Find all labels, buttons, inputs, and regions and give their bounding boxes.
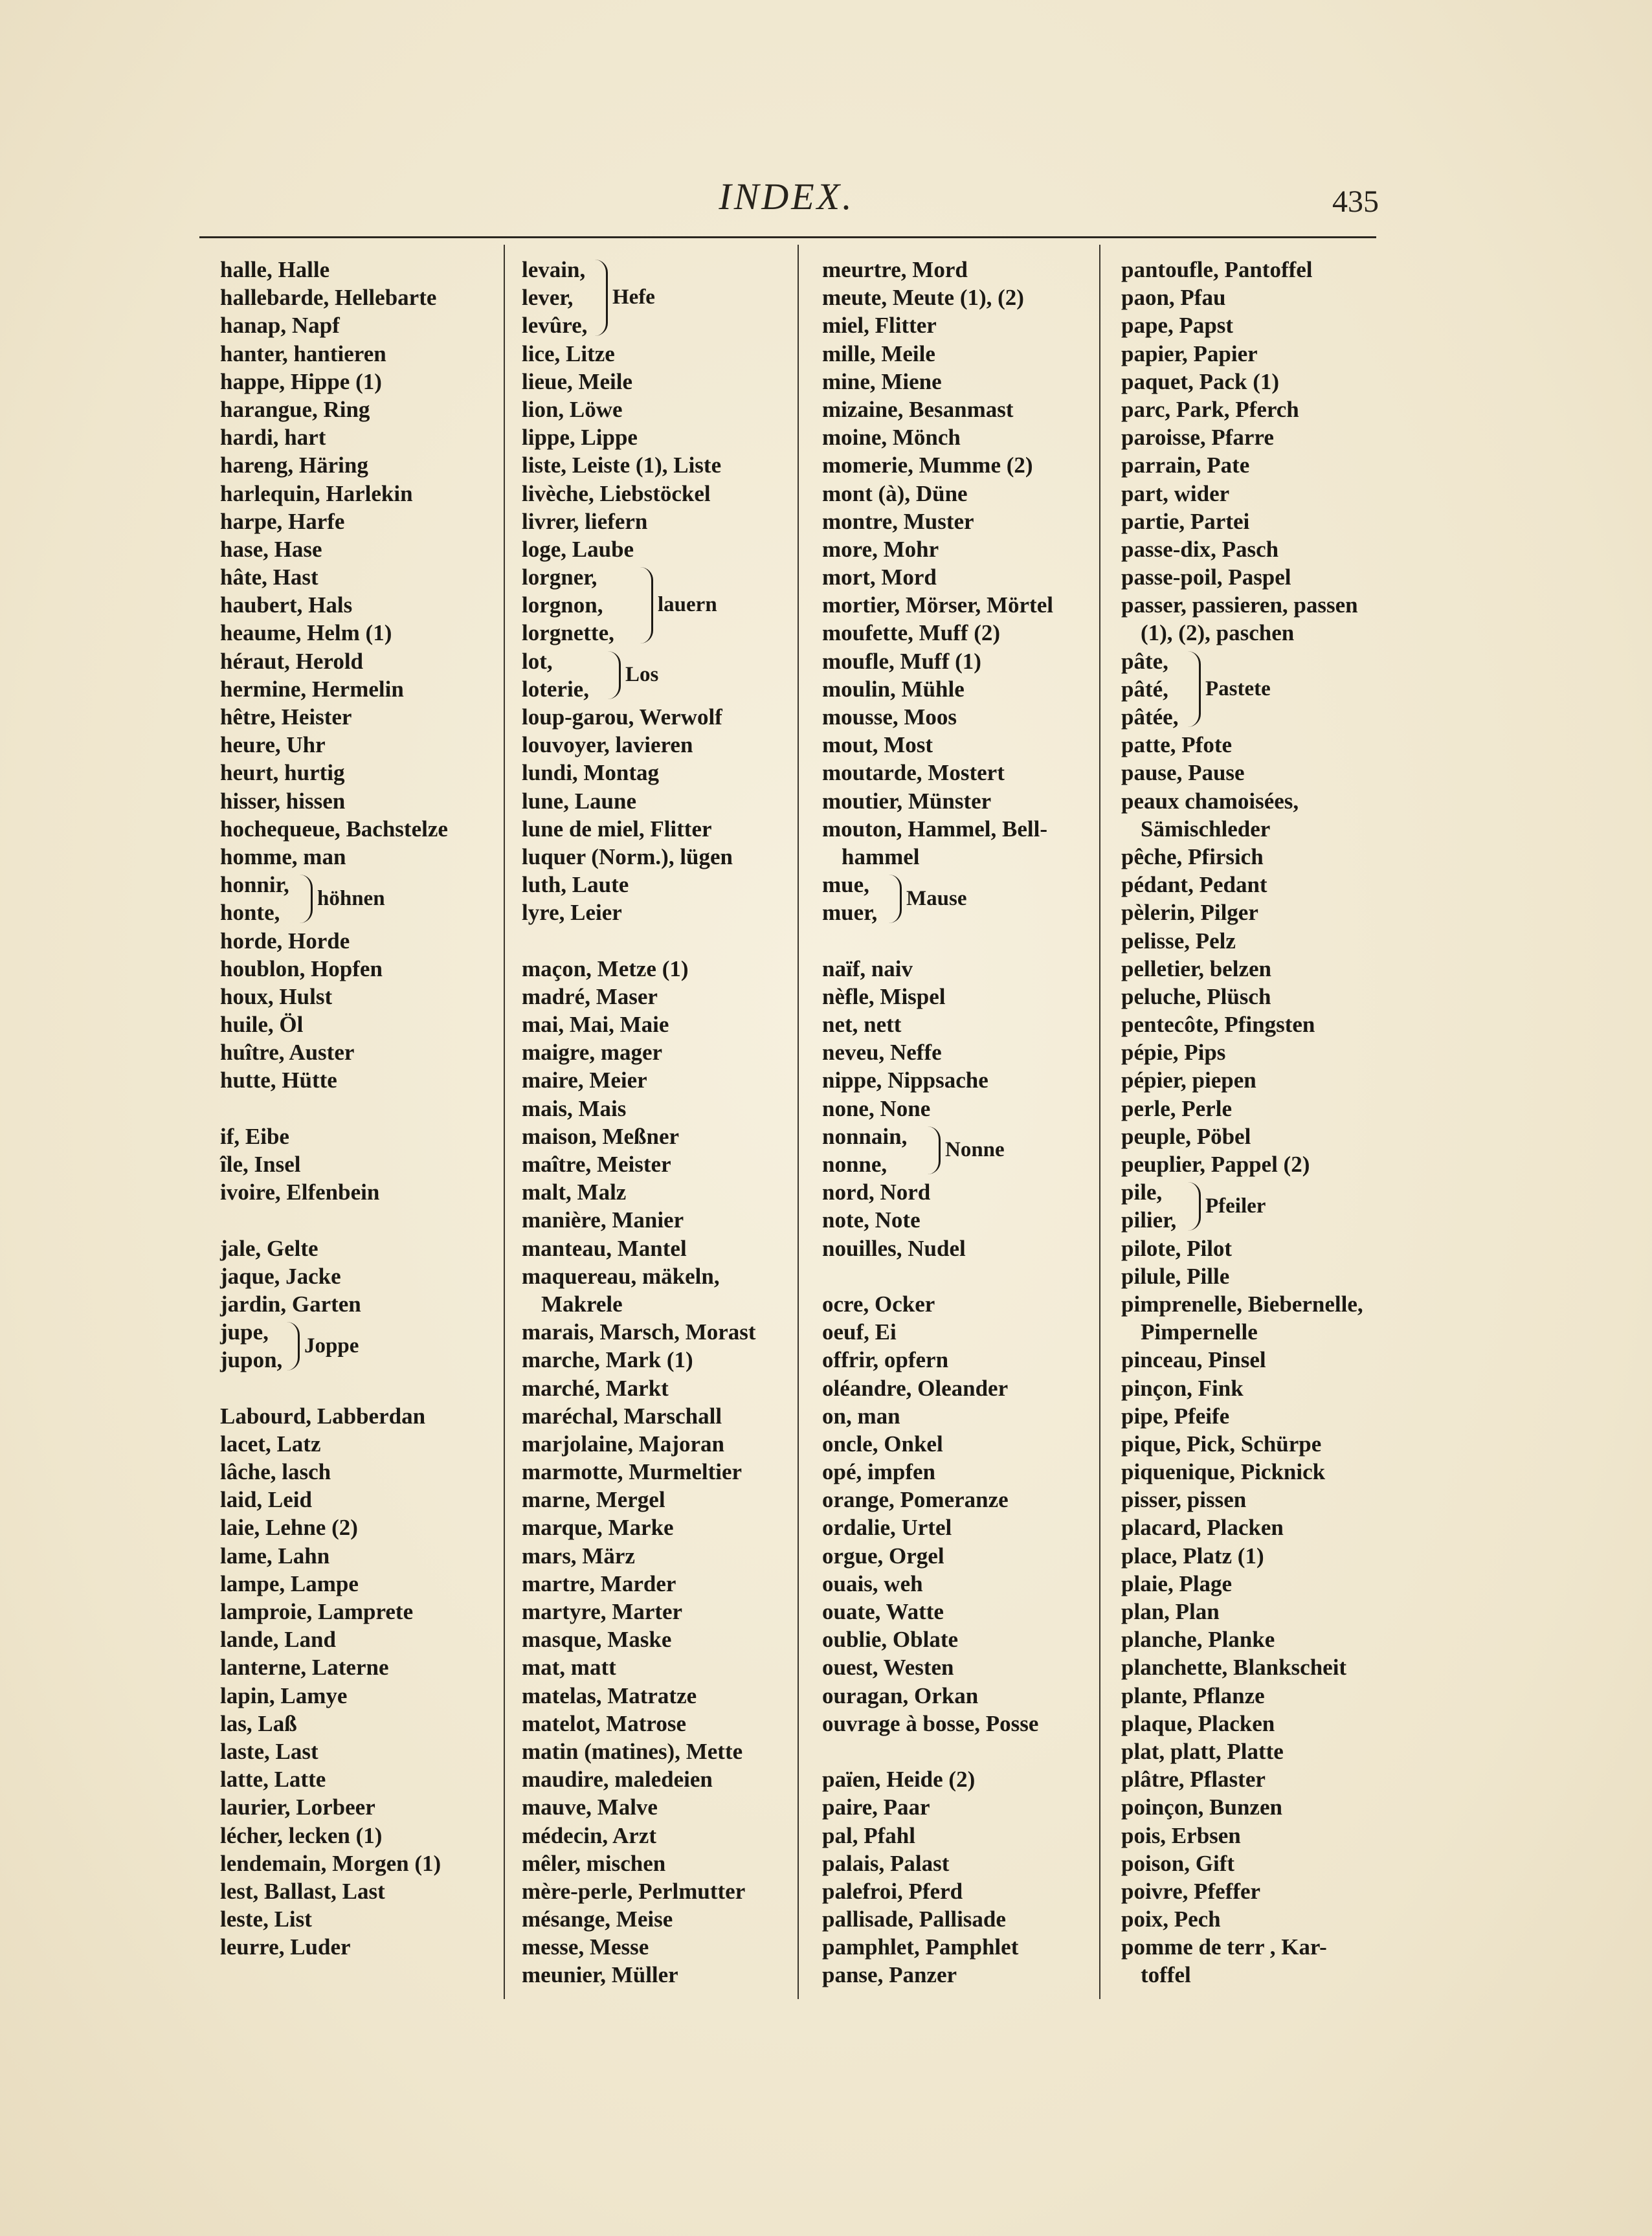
index-entry: houx, Hulst <box>220 983 333 1009</box>
index-entry: Pimpernelle <box>1141 1319 1258 1345</box>
index-entry: plat, platt, Platte <box>1121 1738 1284 1764</box>
index-entry: hammel <box>842 844 920 869</box>
index-entry: montre, Muster <box>822 508 974 534</box>
index-entry: maître, Meister <box>522 1152 671 1177</box>
index-entry: liste, Leiste (1), Liste <box>522 453 722 478</box>
index-entry: mauve, Malve <box>522 1794 658 1820</box>
index-entry: peuplier, Pappel (2) <box>1121 1152 1310 1177</box>
index-entry: (1), (2), paschen <box>1141 620 1295 646</box>
index-entry: leste, List <box>220 1906 312 1932</box>
index-entry: levain, <box>522 257 586 282</box>
index-entry: marjolaine, Majoran <box>522 1431 724 1457</box>
index-entry: hermine, Hermelin <box>220 676 404 702</box>
curly-brace <box>299 875 313 922</box>
index-entry: patte, Pfote <box>1121 732 1233 758</box>
index-entry: ouvrage à bosse, Posse <box>822 1710 1039 1736</box>
index-entry: passe-poil, Paspel <box>1121 565 1291 590</box>
index-entry: mort, Mord <box>822 565 937 590</box>
index-entry: maudire, maledeien <box>522 1767 713 1793</box>
index-entry: médecin, Arzt <box>522 1822 656 1848</box>
curly-brace <box>888 875 902 922</box>
index-entry: honte, <box>220 900 280 926</box>
bracketed-target-word: höhnen <box>317 886 385 910</box>
index-entry: moutarde, Mostert <box>822 760 1005 786</box>
index-entry: mars, März <box>522 1543 635 1569</box>
curly-brace <box>607 651 621 699</box>
index-entry: lande, Land <box>220 1627 336 1653</box>
index-column-2 <box>522 256 756 1989</box>
index-entry: matelas, Matratze <box>522 1683 697 1708</box>
index-entry: neveu, Neffe <box>822 1040 942 1066</box>
index-entry: maigre, mager <box>522 1040 663 1066</box>
index-entry: horde, Horde <box>220 928 350 954</box>
index-entry: pâtée, <box>1121 704 1179 730</box>
index-entry: pipe, Pfeife <box>1121 1403 1230 1429</box>
index-entry: poison, Gift <box>1121 1850 1235 1876</box>
index-entry: pisser, pissen <box>1121 1487 1247 1513</box>
index-entry: héraut, Herold <box>220 648 364 674</box>
index-entry: hanap, Napf <box>220 313 340 339</box>
index-entry: levûre, <box>522 313 588 339</box>
index-entry: martyre, Marter <box>522 1599 683 1624</box>
index-entry: laid, Leid <box>220 1487 312 1513</box>
index-entry: lune de miel, Flitter <box>522 816 712 842</box>
index-entry: Makrele <box>541 1291 623 1317</box>
index-entry: happe, Hippe (1) <box>220 368 382 394</box>
index-entry: pantoufle, Pantoffel <box>1121 257 1313 282</box>
index-entry: planchette, Blankscheit <box>1121 1655 1347 1681</box>
index-entry: pilule, Pille <box>1121 1263 1230 1289</box>
index-entry: mue, <box>822 872 869 898</box>
index-entry: ocre, Ocker <box>822 1291 935 1317</box>
index-entry: lune, Laune <box>522 788 636 814</box>
index-entry: huile, Öl <box>220 1012 304 1038</box>
index-entry: poinçon, Bunzen <box>1121 1794 1282 1820</box>
index-entry: nippe, Nippsache <box>822 1068 988 1093</box>
bracketed-target-word: lauern <box>658 593 717 617</box>
index-entry: ouais, weh <box>822 1571 923 1596</box>
index-entry: pilier, <box>1121 1207 1177 1233</box>
index-entry: ouragan, Orkan <box>822 1683 979 1708</box>
index-entry: pile, <box>1121 1179 1163 1205</box>
page-number: 435 <box>1332 184 1379 219</box>
bracketed-target-word: Pastete <box>1205 676 1271 700</box>
index-entry: passer, passieren, passen <box>1121 592 1358 618</box>
index-entry: lorgnette, <box>522 620 614 646</box>
bracketed-entry-group <box>822 1123 1053 1178</box>
index-entry: messe, Messe <box>522 1934 649 1960</box>
index-column-1 <box>220 256 448 1961</box>
index-entry: nèfle, Mispel <box>822 983 946 1009</box>
index-entry: jaque, Jacke <box>220 1263 341 1289</box>
index-entry: pépier, piepen <box>1121 1068 1256 1093</box>
index-entry: laste, Last <box>220 1738 318 1764</box>
index-entry: moulin, Mühle <box>822 676 965 702</box>
curly-brace <box>1187 651 1201 728</box>
index-entry: panse, Panzer <box>822 1962 957 1988</box>
index-entry: harlequin, Harlekin <box>220 480 413 506</box>
index-entry: oncle, Onkel <box>822 1431 943 1457</box>
index-entry: marne, Mergel <box>522 1487 665 1513</box>
index-entry: lest, Ballast, Last <box>220 1878 385 1904</box>
index-entry: jupe, <box>220 1319 269 1345</box>
index-entry: poivre, Pfeffer <box>1121 1878 1261 1904</box>
index-entry: oublie, Oblate <box>822 1627 959 1653</box>
index-entry: partie, Partei <box>1121 508 1250 534</box>
index-entry: jardin, Garten <box>220 1291 361 1317</box>
index-entry: peaux chamoisées, <box>1121 788 1299 814</box>
index-entry: note, Note <box>822 1207 921 1233</box>
index-entry: oeuf, Ei <box>822 1319 897 1345</box>
index-entry: hardi, hart <box>220 425 326 451</box>
index-entry: livrer, liefern <box>522 508 648 534</box>
index-entry: offrir, opfern <box>822 1347 949 1373</box>
index-entry: part, wider <box>1121 480 1230 506</box>
index-entry: harpe, Harfe <box>220 508 345 534</box>
index-entry: marché, Markt <box>522 1375 669 1401</box>
bracketed-entry-group <box>1121 647 1363 732</box>
index-entry: lorgnon, <box>522 592 603 618</box>
index-entry: hareng, Häring <box>220 453 368 478</box>
index-entry: lame, Lahn <box>220 1543 330 1569</box>
index-entry: ordalie, Urtel <box>822 1515 952 1541</box>
index-entry: maréchal, Marschall <box>522 1403 722 1429</box>
index-entry: lundi, Montag <box>522 760 659 786</box>
index-entry: hisser, hissen <box>220 788 346 814</box>
index-entry: lamproie, Lamprete <box>220 1599 414 1624</box>
index-entry: mout, Most <box>822 732 933 758</box>
index-entry: net, nett <box>822 1012 902 1038</box>
index-entry: marche, Mark (1) <box>522 1347 693 1373</box>
index-entry: martre, Marder <box>522 1571 676 1596</box>
index-entry: mortier, Mörser, Mörtel <box>822 592 1053 618</box>
index-entry: nouilles, Nudel <box>822 1235 966 1261</box>
index-entry: leurre, Luder <box>220 1934 351 1960</box>
index-entry: paquet, Pack (1) <box>1121 368 1280 394</box>
index-entry: manière, Manier <box>522 1207 684 1233</box>
index-entry: hutte, Hütte <box>220 1068 337 1093</box>
index-entry: palais, Palast <box>822 1850 950 1876</box>
index-entry: lot, <box>522 648 553 674</box>
index-entry: on, man <box>822 1403 900 1429</box>
index-entry: more, Mohr <box>822 536 939 562</box>
index-entry: placard, Placken <box>1121 1515 1284 1541</box>
index-entry: harangue, Ring <box>220 396 370 422</box>
bracketed-target-word: Hefe <box>612 285 655 309</box>
index-entry: honnir, <box>220 872 289 898</box>
index-entry: mille, Meile <box>822 341 935 366</box>
index-entry: plaie, Plage <box>1121 1571 1233 1596</box>
index-entry: ouest, Westen <box>822 1655 954 1681</box>
index-entry: pilote, Pilot <box>1121 1235 1233 1261</box>
index-entry: paroisse, Pfarre <box>1121 425 1274 451</box>
index-entry: païen, Heide (2) <box>822 1767 976 1793</box>
index-entry: lapin, Lamye <box>220 1683 348 1708</box>
index-entry: pique, Pick, Schürpe <box>1121 1431 1322 1457</box>
index-entry: mat, matt <box>522 1655 616 1681</box>
index-entry: heaume, Helm (1) <box>220 620 392 646</box>
index-entry: Labourd, Labberdan <box>220 1403 426 1429</box>
index-entry: plan, Plan <box>1121 1599 1220 1624</box>
index-entry: muer, <box>822 900 878 926</box>
index-entry: Sämischleder <box>1141 816 1271 842</box>
index-entry: pape, Papst <box>1121 313 1234 339</box>
index-entry: meunier, Müller <box>522 1962 678 1988</box>
index-entry: las, Laß <box>220 1710 297 1736</box>
index-entry: mine, Miene <box>822 368 942 394</box>
bracketed-target-word: Los <box>625 663 659 687</box>
index-entry: place, Platz (1) <box>1121 1543 1264 1569</box>
index-entry: moutier, Münster <box>822 788 992 814</box>
index-entry: lâche, lasch <box>220 1459 331 1485</box>
index-entry: maçon, Metze (1) <box>522 956 689 981</box>
index-entry: loterie, <box>522 676 589 702</box>
index-entry: lion, Löwe <box>522 396 623 422</box>
index-entry: marais, Marsch, Morast <box>522 1319 756 1345</box>
index-entry: paire, Paar <box>822 1794 930 1820</box>
index-entry: pal, Pfahl <box>822 1822 915 1848</box>
index-entry: mouton, Hammel, Bell- <box>822 816 1048 842</box>
index-entry: maire, Meier <box>522 1068 647 1093</box>
index-entry: papier, Papier <box>1121 341 1258 366</box>
index-entry: mésange, Meise <box>522 1906 673 1932</box>
index-column-3 <box>822 256 1053 1989</box>
bracketed-entry-group <box>1121 1178 1363 1234</box>
index-entry: pause, Pause <box>1121 760 1245 786</box>
index-entry: jupon, <box>220 1347 283 1373</box>
index-entry: naïf, naiv <box>822 956 913 981</box>
index-entry: nonne, <box>822 1152 887 1177</box>
index-entry: mais, Mais <box>522 1095 627 1121</box>
index-entry: nord, Nord <box>822 1179 931 1205</box>
index-entry: peluche, Plüsch <box>1121 983 1271 1009</box>
column-divider <box>1099 245 1100 1999</box>
page-header <box>194 162 1379 220</box>
index-entry: palefroi, Pferd <box>822 1878 963 1904</box>
index-entry: passe-dix, Pasch <box>1121 536 1279 562</box>
index-entry: maquereau, mäkeln, <box>522 1263 720 1289</box>
index-entry: ivoire, Elfenbein <box>220 1179 380 1205</box>
index-entry: pèlerin, Pilger <box>1121 900 1258 926</box>
index-entry: plaque, Placken <box>1121 1710 1275 1736</box>
index-entry: nonnain, <box>822 1123 908 1149</box>
index-entry: pois, Erbsen <box>1121 1822 1241 1848</box>
index-entry: île, Insel <box>220 1152 301 1177</box>
index-entry: lorgner, <box>522 565 597 590</box>
index-entry: mère-perle, Perlmutter <box>522 1878 746 1904</box>
index-entry: latte, Latte <box>220 1767 326 1793</box>
bracketed-entry-group <box>822 871 1053 926</box>
curly-brace <box>1187 1182 1201 1230</box>
index-entry: maison, Meßner <box>522 1123 680 1149</box>
index-entry: lieue, Meile <box>522 368 633 394</box>
index-entry: pelisse, Pelz <box>1121 928 1236 954</box>
curly-brace <box>594 260 608 336</box>
index-entry: pelletier, belzen <box>1121 956 1271 981</box>
bracketed-target-word: Joppe <box>304 1334 359 1358</box>
index-entry: moufette, Muff (2) <box>822 620 1001 646</box>
page-title: INDEX. <box>719 175 854 218</box>
index-entry: plante, Pflanze <box>1121 1683 1265 1708</box>
index-entry: paon, Pfau <box>1121 285 1226 311</box>
index-entry: pomme de terr , Kar- <box>1121 1934 1327 1960</box>
index-entry: pinçon, Fink <box>1121 1375 1244 1401</box>
bracketed-entry-group <box>522 563 756 647</box>
index-entry: meurtre, Mord <box>822 257 968 282</box>
bracketed-entry-group <box>522 256 756 340</box>
index-entry: pentecôte, Pfingsten <box>1121 1012 1315 1038</box>
index-entry: perle, Perle <box>1121 1095 1233 1121</box>
index-entry: marmotte, Murmeltier <box>522 1459 742 1485</box>
index-entry: madré, Maser <box>522 983 658 1009</box>
index-entry: haubert, Hals <box>220 592 353 618</box>
index-entry: lacet, Latz <box>220 1431 321 1457</box>
index-entry: pimprenelle, Biebernelle, <box>1121 1291 1363 1317</box>
index-entry: meute, Meute (1), (2) <box>822 285 1024 311</box>
index-entry: louvoyer, lavieren <box>522 732 693 758</box>
index-entry: luth, Laute <box>522 872 629 898</box>
index-entry: opé, impfen <box>822 1459 935 1485</box>
index-entry: poix, Pech <box>1121 1906 1221 1932</box>
index-entry: pallisade, Pallisade <box>822 1906 1006 1932</box>
index-entry: pédant, Pedant <box>1121 872 1267 898</box>
index-entry: none, None <box>822 1095 931 1121</box>
index-entry: mousse, Moos <box>822 704 957 730</box>
bracketed-target-word: Pfeiler <box>1205 1194 1266 1218</box>
header-rule <box>199 236 1376 238</box>
index-entry: pâte, <box>1121 648 1168 674</box>
index-entry: oléandre, Oleander <box>822 1375 1009 1401</box>
index-entry: laie, Lehne (2) <box>220 1515 358 1541</box>
curly-brace <box>286 1322 300 1370</box>
index-entry: hase, Hase <box>220 536 322 562</box>
index-entry: matelot, Matrose <box>522 1710 686 1736</box>
index-entry: mai, Mai, Maie <box>522 1012 669 1038</box>
index-entry: pamphlet, Pamphlet <box>822 1934 1019 1960</box>
index-entry: lippe, Lippe <box>522 425 638 451</box>
index-entry: orgue, Orgel <box>822 1543 944 1569</box>
index-entry: ouate, Watte <box>822 1599 944 1624</box>
index-entry: plâtre, Pflaster <box>1121 1767 1266 1793</box>
index-entry: parc, Park, Pferch <box>1121 396 1299 422</box>
bracketed-entry-group <box>220 871 448 926</box>
bracketed-entry-group <box>522 647 756 703</box>
bracketed-target-word: Nonne <box>945 1138 1005 1162</box>
index-entry: loup-garou, Werwolf <box>522 704 722 730</box>
index-entry: hanter, hantieren <box>220 341 386 366</box>
index-entry: luquer (Norm.), lügen <box>522 844 733 869</box>
index-entry: lyre, Leier <box>522 900 622 926</box>
index-entry: huître, Auster <box>220 1040 355 1066</box>
index-entry: hallebarde, Hellebarte <box>220 285 437 311</box>
index-entry: moine, Mönch <box>822 425 961 451</box>
index-entry: manteau, Mantel <box>522 1235 687 1261</box>
index-entry: lice, Litze <box>522 341 615 366</box>
index-entry: hêtre, Heister <box>220 704 352 730</box>
index-column-4 <box>1121 256 1363 1989</box>
index-entry: peuple, Pöbel <box>1121 1123 1251 1149</box>
index-entry: marque, Marke <box>522 1515 674 1541</box>
index-entry: matin (matines), Mette <box>522 1738 743 1764</box>
curly-brace <box>640 567 653 643</box>
index-entry: pâté, <box>1121 676 1168 702</box>
index-entry: parrain, Pate <box>1121 453 1250 478</box>
index-entry: orange, Pomeranze <box>822 1487 1009 1513</box>
index-entry: houblon, Hopfen <box>220 956 383 981</box>
index-entry: lever, <box>522 285 574 311</box>
index-entry: homme, man <box>220 844 346 869</box>
index-entry: mizaine, Besanmast <box>822 396 1014 422</box>
index-entry: jale, Gelte <box>220 1235 318 1261</box>
index-entry: planche, Planke <box>1121 1627 1275 1653</box>
index-entry: lécher, lecken (1) <box>220 1822 383 1848</box>
index-entry: momerie, Mumme (2) <box>822 453 1033 478</box>
index-entry: malt, Malz <box>522 1179 627 1205</box>
index-entry: hâte, Hast <box>220 565 318 590</box>
index-entry: pépie, Pips <box>1121 1040 1226 1066</box>
index-entry: lanterne, Laterne <box>220 1655 389 1681</box>
index-entry: lampe, Lampe <box>220 1571 359 1596</box>
index-entry: mont (à), Düne <box>822 480 968 506</box>
column-divider <box>504 245 505 1999</box>
bracketed-entry-group <box>220 1318 448 1374</box>
index-entry: pinceau, Pinsel <box>1121 1347 1266 1373</box>
bracketed-target-word: Mause <box>906 886 967 910</box>
index-entry: masque, Maske <box>522 1627 672 1653</box>
column-divider <box>798 245 799 1999</box>
index-entry: mêler, mischen <box>522 1850 666 1876</box>
index-entry: heurt, hurtig <box>220 760 345 786</box>
curly-brace <box>927 1126 941 1174</box>
index-entry: heure, Uhr <box>220 732 326 758</box>
index-entry: laurier, Lorbeer <box>220 1794 375 1820</box>
index-entry: moufle, Muff (1) <box>822 648 981 674</box>
index-entry: toffel <box>1141 1962 1191 1988</box>
index-entry: livèche, Liebstöckel <box>522 480 711 506</box>
index-entry: hochequeue, Bachstelze <box>220 816 448 842</box>
index-entry: pêche, Pfirsich <box>1121 844 1264 869</box>
index-entry: piquenique, Picknick <box>1121 1459 1326 1485</box>
index-entry: if, Eibe <box>220 1123 289 1149</box>
index-entry: miel, Flitter <box>822 313 937 339</box>
index-entry: lendemain, Morgen (1) <box>220 1850 441 1876</box>
index-entry: halle, Halle <box>220 257 330 282</box>
index-entry: loge, Laube <box>522 536 634 562</box>
